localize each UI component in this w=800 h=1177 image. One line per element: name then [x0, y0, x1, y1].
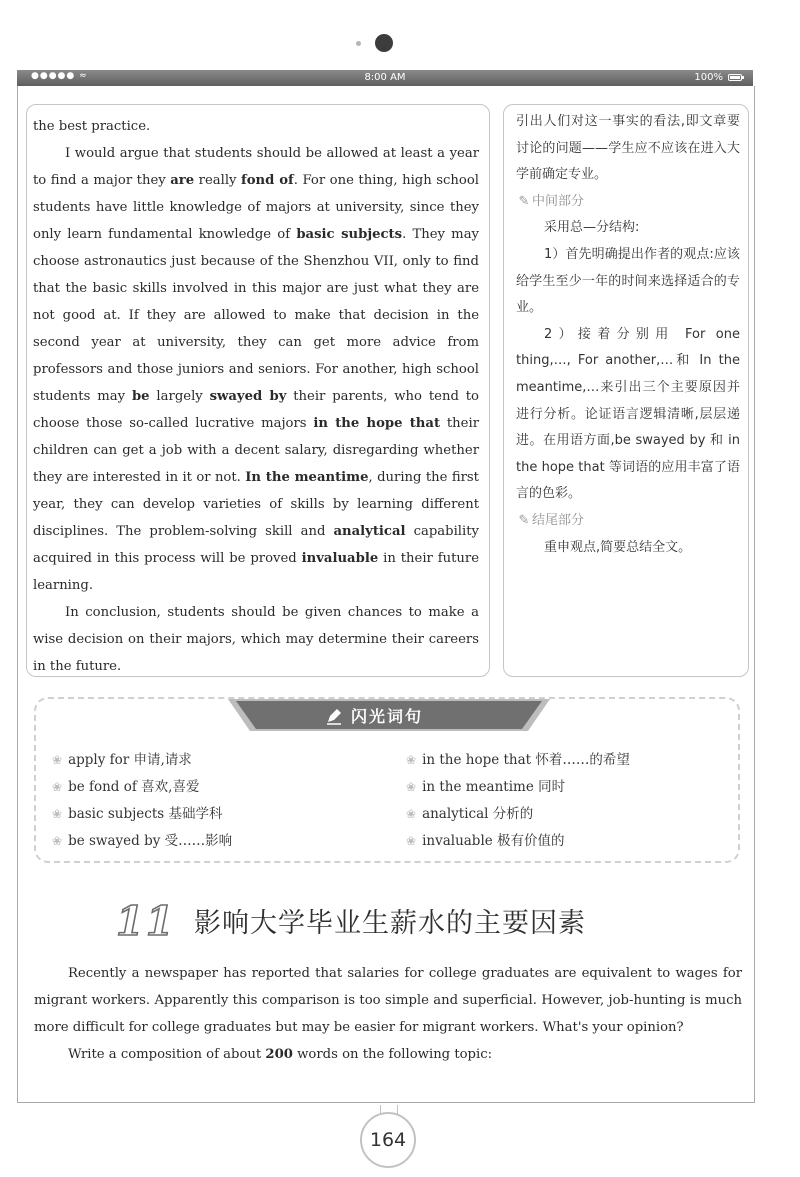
notes-point-2: 2）接着分别用 For one thing,…, For another,…和 In the meantime,…来引出三个主要原因并进行分析。论证语言逻辑清晰,层层递进。在用语方面,be swayed by 和 in the hope that 等词语的应用丰富了语言的色彩。 — [516, 326, 740, 502]
flower-bullet-icon: ❀ — [406, 807, 417, 821]
status-bar — [17, 70, 753, 86]
notes-structure: 采用总—分结构: — [544, 220, 640, 236]
essay-highlight: in the hope that — [313, 416, 441, 431]
essay-text: capability acquired in this process will be proved — [33, 524, 479, 566]
notes-middle-heading — [516, 189, 740, 216]
essay-highlight: swayed by — [209, 389, 287, 404]
pen-icon: ✎ — [518, 193, 530, 209]
vocab-item: ❀ analytical 分析的 — [406, 806, 534, 822]
prompt-paragraph-2: Write a composition of about 200 words on the following topic: — [68, 1047, 493, 1062]
essay-paragraph-3: In conclusion, students should be given chances to make a wise decision on their majors, which may determine their careers in the future. — [33, 605, 479, 674]
essay-text: I would argue that students should be allowed at least a year to find a major they — [33, 146, 479, 188]
section-title: 影响大学毕业生薪水的主要因素 — [194, 908, 586, 939]
section-number: 11 — [116, 898, 176, 945]
vocab-item: ❀ in the meantime 同时 — [406, 779, 566, 795]
notes-point-1: 1）首先明确提出作者的观点:应该给学生至少一年的时间来选择适合的专业。 — [516, 246, 740, 316]
flower-bullet-icon: ❀ — [52, 780, 63, 794]
essay-text: their children can get a job with a decent salary, disregarding whether they are interested in it or not. — [33, 416, 479, 485]
notes-ending-heading — [516, 508, 740, 535]
notes-intro: 引出人们对这一事实的看法,即文章要讨论的问题——学生应不应该在进入大学前确定专业。 — [516, 114, 740, 183]
flower-bullet-icon: ❀ — [52, 753, 63, 767]
status-time: 8:00 AM — [364, 72, 406, 83]
vocab-list-left — [52, 747, 232, 855]
flower-bullet-icon: ❀ — [406, 753, 417, 767]
essay-text: really — [194, 173, 242, 188]
essay-text: . They may choose astronautics just because of the Shenzhou VII, only to find that the basic skills involved in this major are just what they are not good at. If they are allowed to make that decision in the second year at university, they can get more advice from professors and those juniors and seniors. For another, high school students may — [33, 227, 480, 404]
essay-text: in their future learning. — [33, 551, 480, 593]
prompt-paragraph-1: Recently a newspaper has reported that salaries for college graduates are equivalent to wages for migrant workers. Apparently this comparison is too simple and superficial. However, job-hunting is much more difficult for college graduates but may be easier for migrant workers. What's your opinion? — [34, 966, 742, 1035]
essay-text: their parents, who tend to choose those so-called lucrative majors — [33, 389, 479, 431]
essay-box — [26, 104, 490, 677]
notes-box — [503, 104, 749, 677]
essay-text: , during the first year, they can develop varieties of skills by learning different disciplines. The problem-solving skill and — [33, 470, 479, 539]
front-camera — [375, 34, 393, 52]
essay-highlight: analytical — [333, 524, 406, 539]
essay-highlight: fond of — [241, 173, 294, 188]
notes-ending-label: 结尾部分 — [532, 512, 585, 528]
essay-highlight: invaluable — [301, 551, 379, 566]
essay-highlight: are — [170, 173, 195, 188]
essay-highlight: basic subjects — [296, 227, 403, 242]
pen-writing-icon — [325, 707, 343, 725]
battery-icon — [728, 74, 742, 81]
essay-paragraph-2 — [33, 140, 479, 599]
essay-highlight: In the meantime — [245, 470, 369, 485]
page-number: 164 — [360, 1112, 416, 1168]
essay-text: . For one thing, high school students have little knowledge of majors at university, since they only learn fundamental knowledge of — [33, 173, 480, 242]
notes-ending-text: 重申观点,简要总结全文。 — [544, 539, 692, 555]
vocab-item: ❀ be swayed by 受……影响 — [52, 833, 233, 849]
essay-highlight: be — [131, 389, 150, 404]
camera-sensor — [356, 41, 361, 46]
pen-icon: ✎ — [518, 512, 530, 528]
flower-bullet-icon: ❀ — [52, 834, 63, 848]
flower-bullet-icon: ❀ — [406, 834, 417, 848]
vocab-item: ❀ basic subjects 基础学科 — [52, 806, 223, 822]
vocab-title — [325, 704, 465, 728]
vocab-list-right — [406, 747, 630, 855]
vocab-item: ❀ apply for 申请,请求 — [52, 752, 192, 768]
signal-icon: ●●●●● ≈ — [31, 71, 88, 81]
essay-text: largely — [149, 389, 210, 404]
flower-bullet-icon: ❀ — [406, 780, 417, 794]
vocab-item: ❀ in the hope that 怀着……的希望 — [406, 752, 630, 768]
writing-prompt — [34, 960, 742, 1068]
vocab-title-text: 闪光词句 — [351, 707, 424, 726]
battery-level: 100% — [694, 72, 723, 83]
essay-paragraph-1: the best practice. — [33, 119, 151, 134]
vocab-item: ❀ be fond of 喜欢,喜爱 — [52, 779, 200, 795]
notes-middle-label: 中间部分 — [532, 193, 585, 209]
flower-bullet-icon: ❀ — [52, 807, 63, 821]
vocab-item: ❀ invaluable 极有价值的 — [406, 833, 565, 849]
